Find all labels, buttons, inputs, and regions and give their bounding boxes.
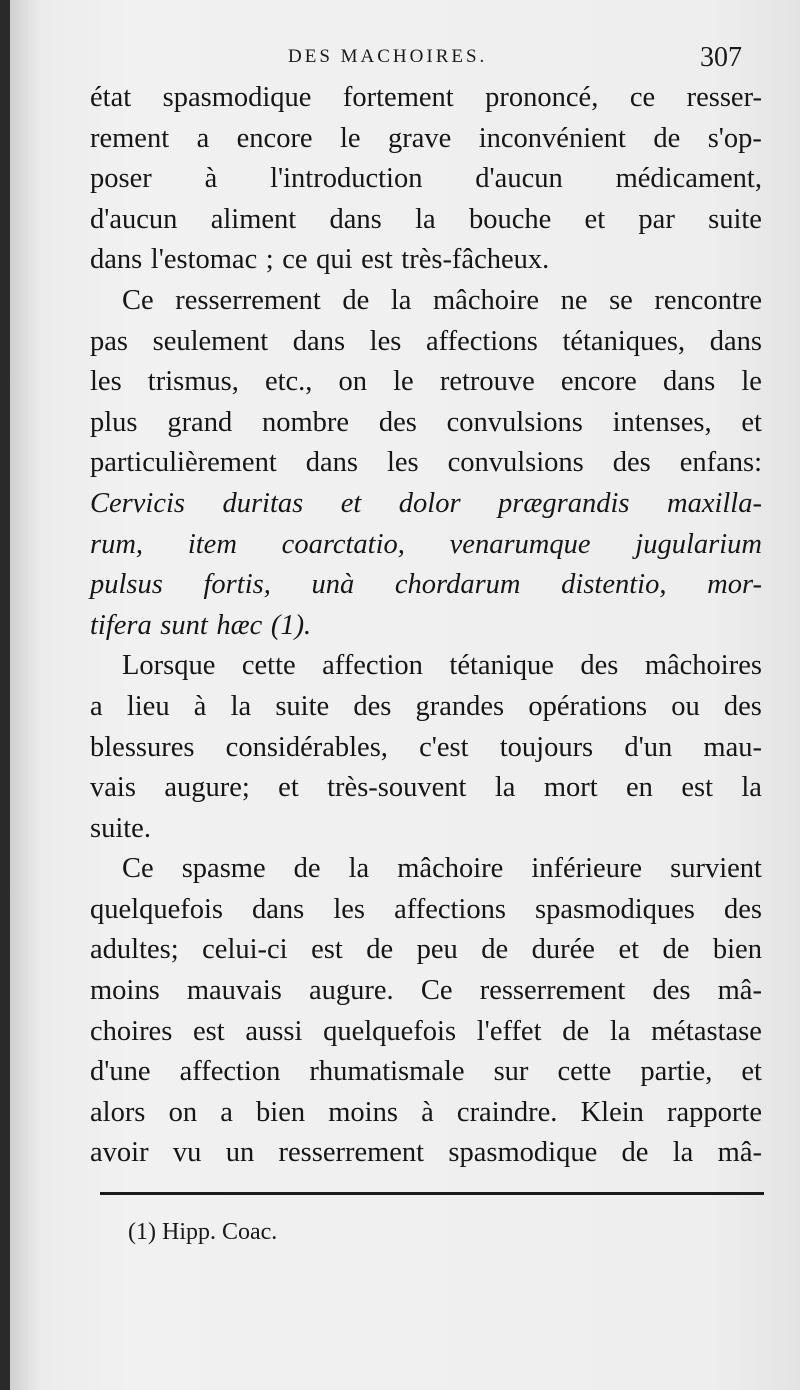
text-line: avoir vu un resserrement spasmodique de la mâ- (90, 1137, 762, 1169)
text-line: moins mauvais augure. Ce resserrement des mâ- (90, 975, 762, 1007)
text-line: Ce spasme de la mâchoire inférieure survient (122, 853, 762, 885)
text-line: dans l'estomac ; ce qui est très-fâcheux. (90, 244, 550, 276)
text-line: pas seulement dans les affections tétaniques, dans (90, 325, 762, 357)
text-line: choires est aussi quelquefois l'effet de la métastase (90, 1015, 762, 1047)
page-header (10, 42, 800, 78)
text-line: poser à l'introduction d'aucun médicament, (90, 163, 762, 195)
text-line: pulsus fortis, unà chordarum distentio, mor- (90, 569, 762, 601)
text-line: Cervicis duritas et dolor prægrandis maxilla- (90, 487, 762, 519)
text-line: quelquefois dans les affections spasmodiques des (90, 893, 762, 925)
text-line: rum, item coarctatio, venarumque jugularium (90, 528, 762, 560)
text-line: les trismus, etc., on le retrouve encore dans le (90, 366, 762, 398)
text-line: rement a encore le grave inconvénient de s'op- (90, 122, 762, 154)
text-line: a lieu à la suite des grandes opérations ou des (90, 690, 762, 722)
text-line: particulièrement dans les convulsions des enfans: (90, 447, 762, 479)
text-line: tifera sunt hæc (1). (90, 609, 312, 641)
text-line: d'aucun aliment dans la bouche et par suite (90, 203, 762, 235)
text-line: blessures considérables, c'est toujours d'un mau- (90, 731, 762, 763)
text-line: Ce resserrement de la mâchoire ne se rencontre (122, 284, 762, 316)
text-line: plus grand nombre des convulsions intenses, et (90, 406, 762, 438)
page-number: 307 (700, 42, 742, 73)
book-page (10, 0, 800, 1390)
text-line: état spasmodique fortement prononcé, ce resser- (90, 82, 762, 113)
footnote-rule (100, 1192, 764, 1195)
text-line: adultes; celui-ci est de peu de durée et de bien (90, 934, 762, 966)
body-text (90, 78, 762, 1174)
text-line: alors on a bien moins à craindre. Klein rapporte (90, 1096, 762, 1128)
footnote: (1) Hipp. Coac. (128, 1219, 278, 1245)
text-line: suite. (90, 812, 151, 844)
text-line: Lorsque cette affection tétanique des mâchoires (122, 650, 762, 682)
running-title: DES MACHOIRES. (288, 46, 488, 67)
text-line: d'une affection rhumatismale sur cette partie, et (90, 1056, 762, 1088)
text-line: vais augure; et très-souvent la mort en est la (90, 772, 762, 804)
